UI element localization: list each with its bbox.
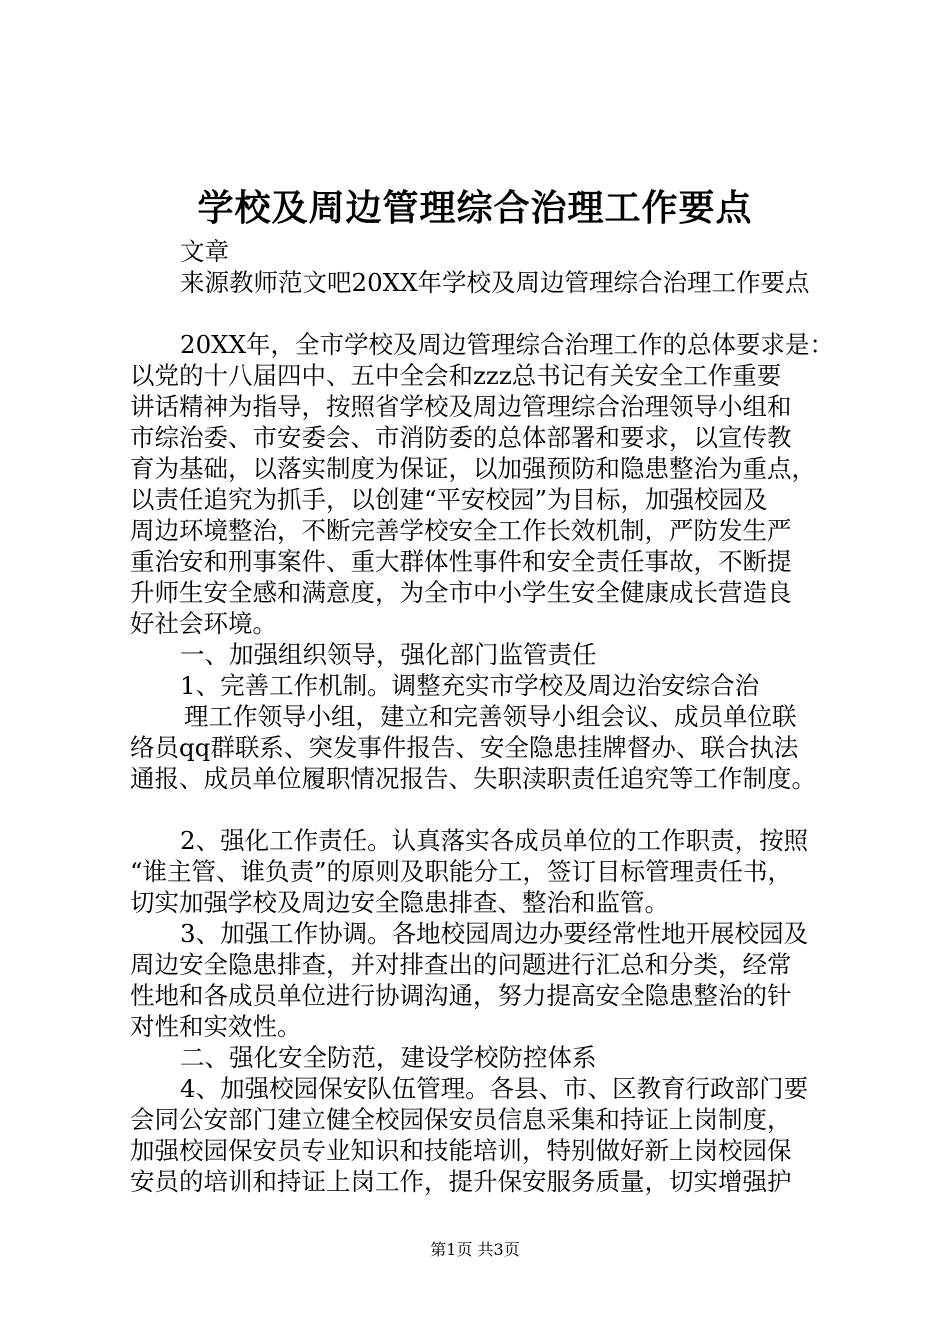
text-line: 会同公安部门建立健全校园保安员信息采集和持证上岗制度， [130, 1105, 792, 1134]
text-line: 安员的培训和持证上岗工作，提升保安服务质量，切实增强护 [130, 1167, 792, 1196]
text-line: 以党的十八届四中、五中全会和zzz总书记有关安全工作重要 [130, 361, 782, 390]
text-line: 育为基础，以落实制度为保证，以加强预防和隐患整治为重点， [130, 454, 816, 483]
text-line: 重治安和刑事案件、重大群体性事件和安全责任事故，不断提 [130, 547, 792, 576]
text-line: 加强校园保安员专业知识和技能培训，特别做好新上岗校园保 [130, 1136, 792, 1165]
blank-line [130, 298, 845, 329]
document-title: 学校及周边管理综合治理工作要点 [197, 187, 753, 229]
text-line: 周边安全隐患排查，并对排查出的问题进行汇总和分类，经常 [130, 950, 792, 979]
text-line: 3、加强工作协调。各地校园周边办要经常性地开展校园及 [180, 919, 809, 948]
text-line: 2、强化工作责任。认真落实各成员单位的工作职责，按照 [180, 826, 809, 855]
text-line: 络员qq群联系、突发事件报告、安全隐患挂牌督办、联合执法 [130, 733, 799, 762]
text-line: 升师生安全感和满意度，为全市中小学生安全健康成长营造良 [130, 578, 792, 607]
text-line: 周边环境整治，不断完善学校安全工作长效机制，严防发生严 [130, 516, 792, 545]
text-line: 通报、成员单位履职情况报告、失职渎职责任追究等工作制度。 [130, 764, 816, 793]
text-line: 切实加强学校及周边安全隐患排查、整治和监管。 [130, 888, 669, 917]
text-line: 对性和实效性。 [130, 1012, 302, 1041]
text-line: 20XX年，全市学校及周边管理综合治理工作的总体要求是： [180, 330, 835, 359]
text-line: 文章 [180, 237, 229, 266]
text-line: 好社会环境。 [130, 609, 277, 638]
blank-line [130, 794, 845, 825]
page-number: 第1页 共3页 [430, 1240, 520, 1259]
text-line: 市综治委、市安委会、市消防委的总体部署和要求，以宣传教 [130, 423, 792, 452]
section-heading: 二、强化安全防范，建设学校防控体系 [180, 1043, 597, 1072]
text-line: 来源教师范文吧20XX年学校及周边管理综合治理工作要点 [180, 268, 810, 297]
text-line: 以责任追究为抓手，以创建“平安校园”为目标，加强校园及 [130, 485, 768, 514]
text-line: 1、完善工作机制。调整充实市学校及周边治安综合治 [180, 671, 760, 700]
text-line: 讲话精神为指导，按照省学校及周边管理综合治理领导小组和 [130, 392, 792, 421]
text-line: 性地和各成员单位进行协调沟通，努力提高安全隐患整治的针 [130, 981, 792, 1010]
text-line: 4、加强校园保安队伍管理。各县、市、区教育行政部门要 [180, 1074, 809, 1103]
section-heading: 一、加强组织领导，强化部门监管责任 [180, 640, 597, 669]
document-body [130, 236, 845, 1197]
text-line: “谁主管、谁负责”的原则及职能分工，签订目标管理责任书， [130, 857, 793, 886]
text-line: 理工作领导小组，建立和完善领导小组会议、成员单位联 [184, 702, 797, 731]
